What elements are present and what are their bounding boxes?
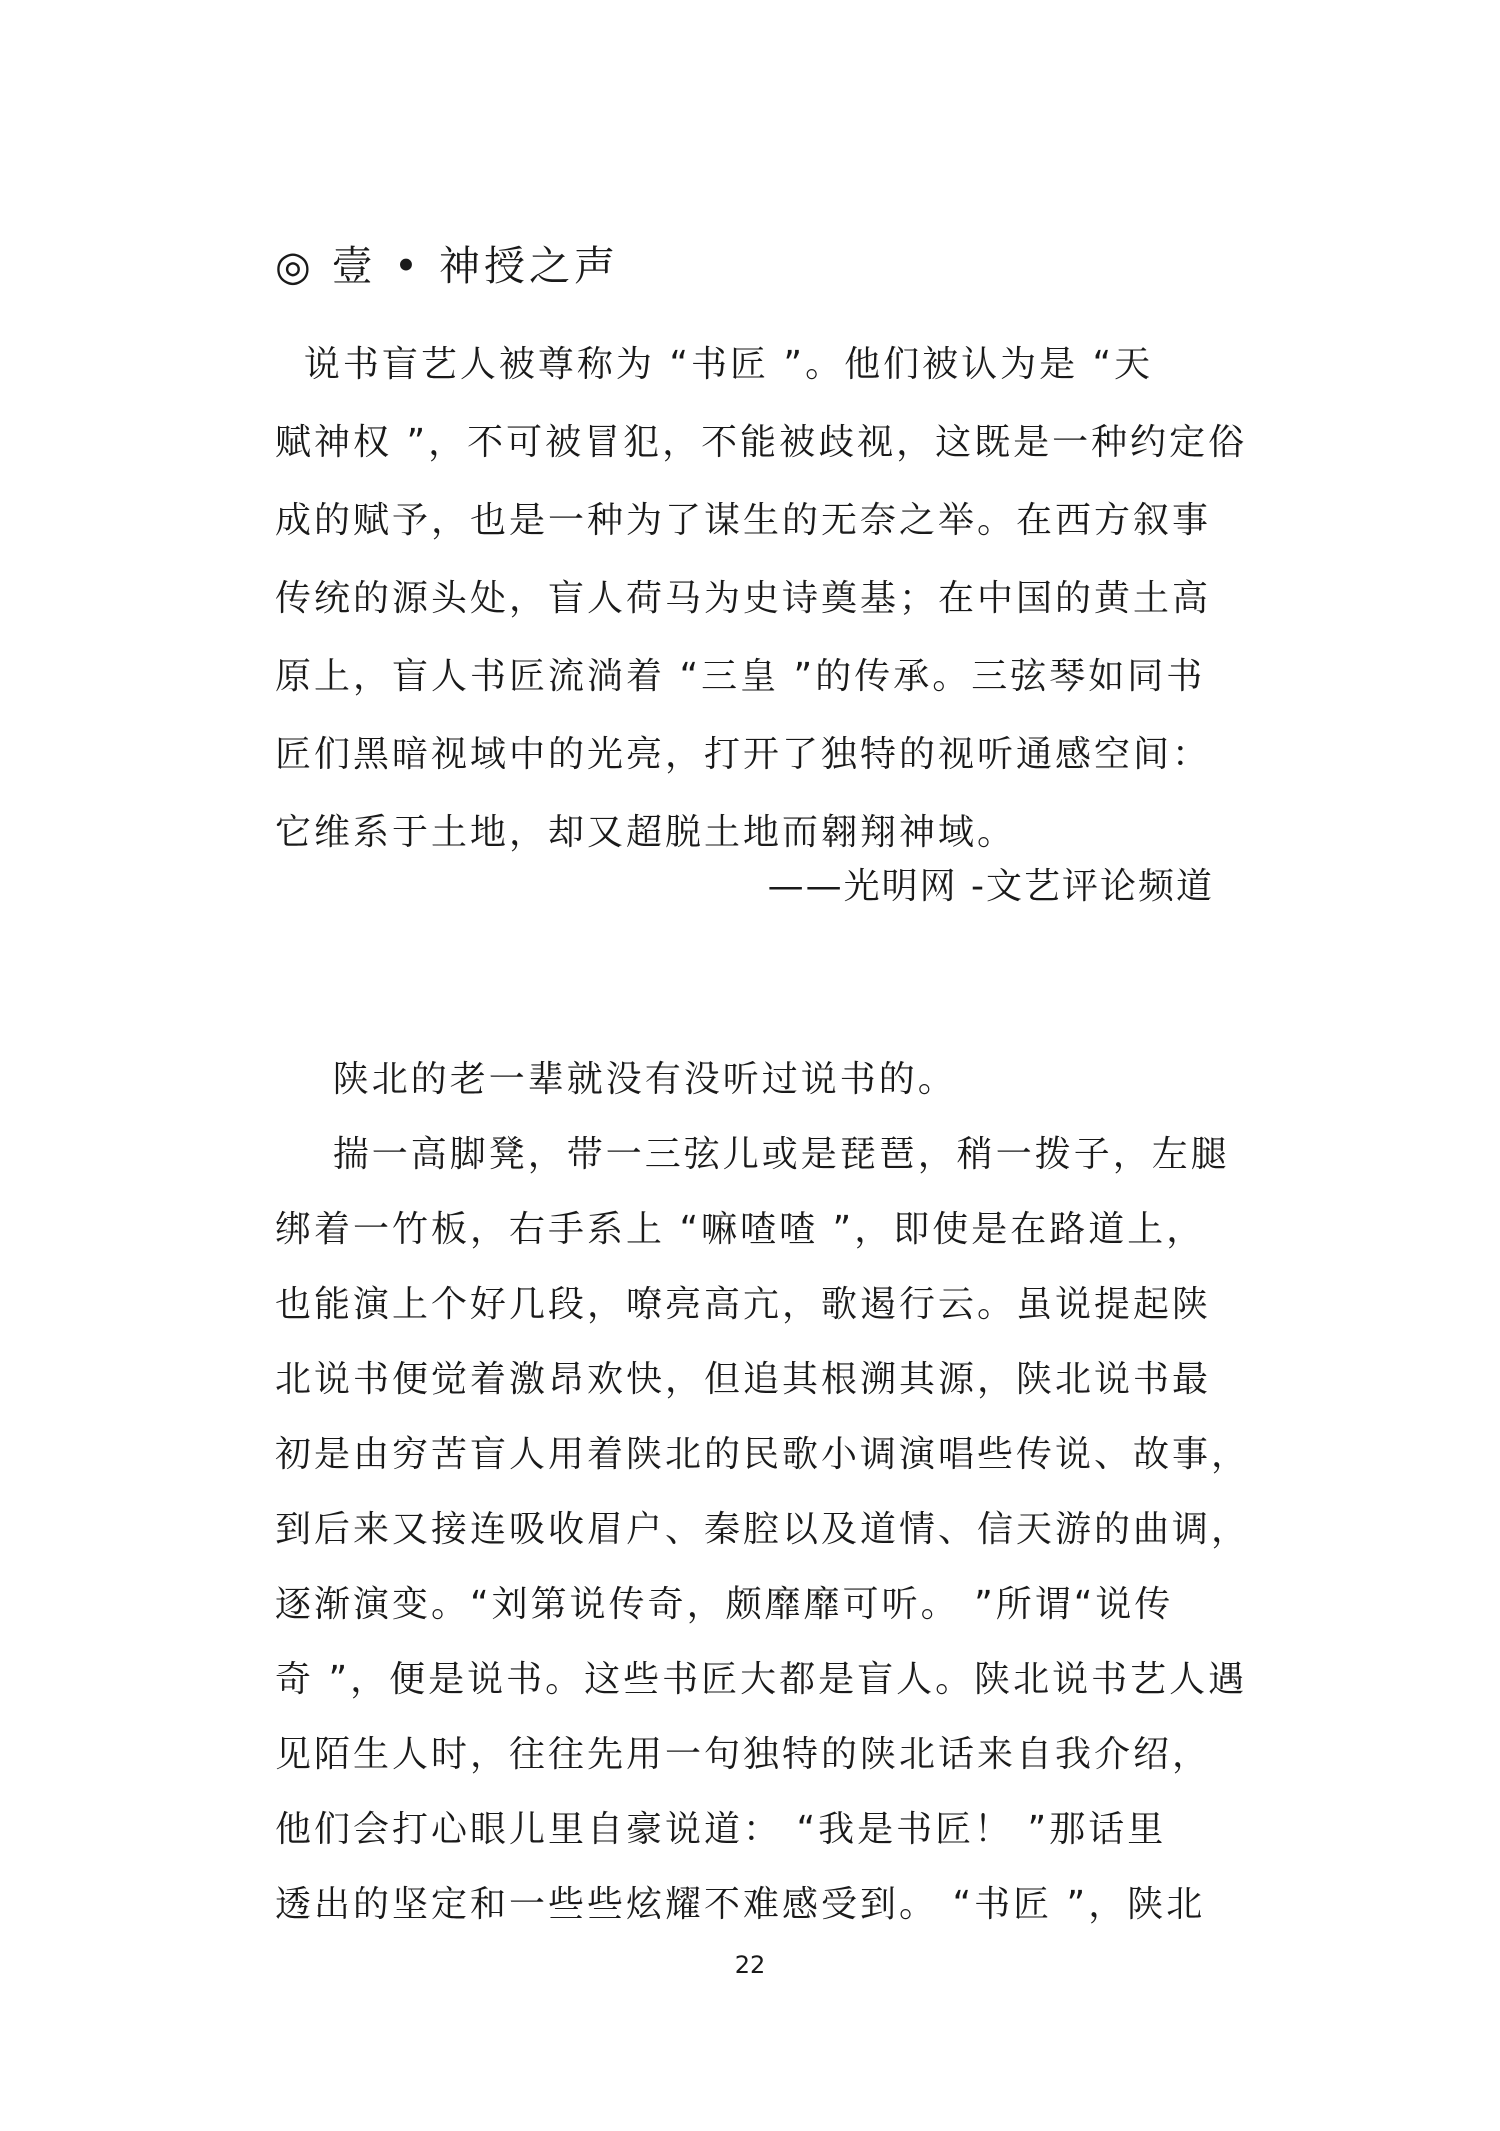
body-line: 见陌生人时，往往先用一句独特的陕北话来自我介绍， — [275, 1734, 1212, 1775]
body-line: 奇 ”，便是说书。这些书匠大都是盲人。陕北说书艺人遇 — [275, 1659, 1248, 1700]
body-line: 陕北的老一辈就没有没听过说书的。 — [275, 1059, 957, 1100]
quote-attribution: ——光明网 -文艺评论频道 — [767, 866, 1214, 907]
section-title: ◎ 壹 • 神授之声 — [275, 242, 620, 290]
page-number: 22 — [734, 1951, 766, 1979]
quote-line: 成的赋予，也是一种为了谋生的无奈之举。在西方叙事 — [275, 500, 1212, 541]
body-line: 初是由穷苦盲人用着陕北的民歌小调演唱些传说、故事， — [275, 1434, 1251, 1475]
quote-block — [275, 340, 1248, 886]
body-line: 绑着一竹板，右手系上 “嘛喳喳 ”，即使是在路道上， — [275, 1209, 1206, 1250]
body-line: 透出的坚定和一些些炫耀不难感受到。 “书匠 ”，陕北 — [275, 1884, 1206, 1925]
body-line: 北说书便觉着激昂欢快，但追其根溯其源，陕北说书最 — [275, 1359, 1212, 1400]
quote-line: 赋神权 ”，不可被冒犯，不能被歧视，这既是一种约定俗 — [275, 422, 1248, 463]
body-line: 也能演上个好几段，嘹亮高亢，歌遏行云。虽说提起陕 — [275, 1284, 1212, 1325]
quote-line: 原上，盲人书匠流淌着 “三皇 ”的传承。三弦琴如同书 — [275, 656, 1206, 697]
quote-line: 传统的源头处，盲人荷马为史诗奠基；在中国的黄土高 — [275, 578, 1212, 619]
quote-line: 它维系于土地，却又超脱土地而翱翔神域。 — [275, 812, 1017, 853]
body-line: 他们会打心眼儿里自豪说道： “我是书匠！ ”那话里 — [275, 1809, 1167, 1850]
quote-line: 说书盲艺人被尊称为 “书匠 ”。他们被认为是 “天 — [275, 344, 1154, 385]
body-line: 揣一高脚凳，带一三弦儿或是琵琶，稍一拨子，左腿 — [275, 1134, 1230, 1175]
body-line: 逐渐演变。“刘第说传奇，颇靡靡可听。 ”所谓“说传 — [275, 1584, 1174, 1625]
body-line: 到后来又接连吸收眉户、秦腔以及道情、信天游的曲调， — [275, 1509, 1251, 1550]
body-text — [275, 1055, 1251, 1955]
quote-line: 匠们黑暗视域中的光亮，打开了独特的视听通感空间： — [275, 734, 1212, 775]
